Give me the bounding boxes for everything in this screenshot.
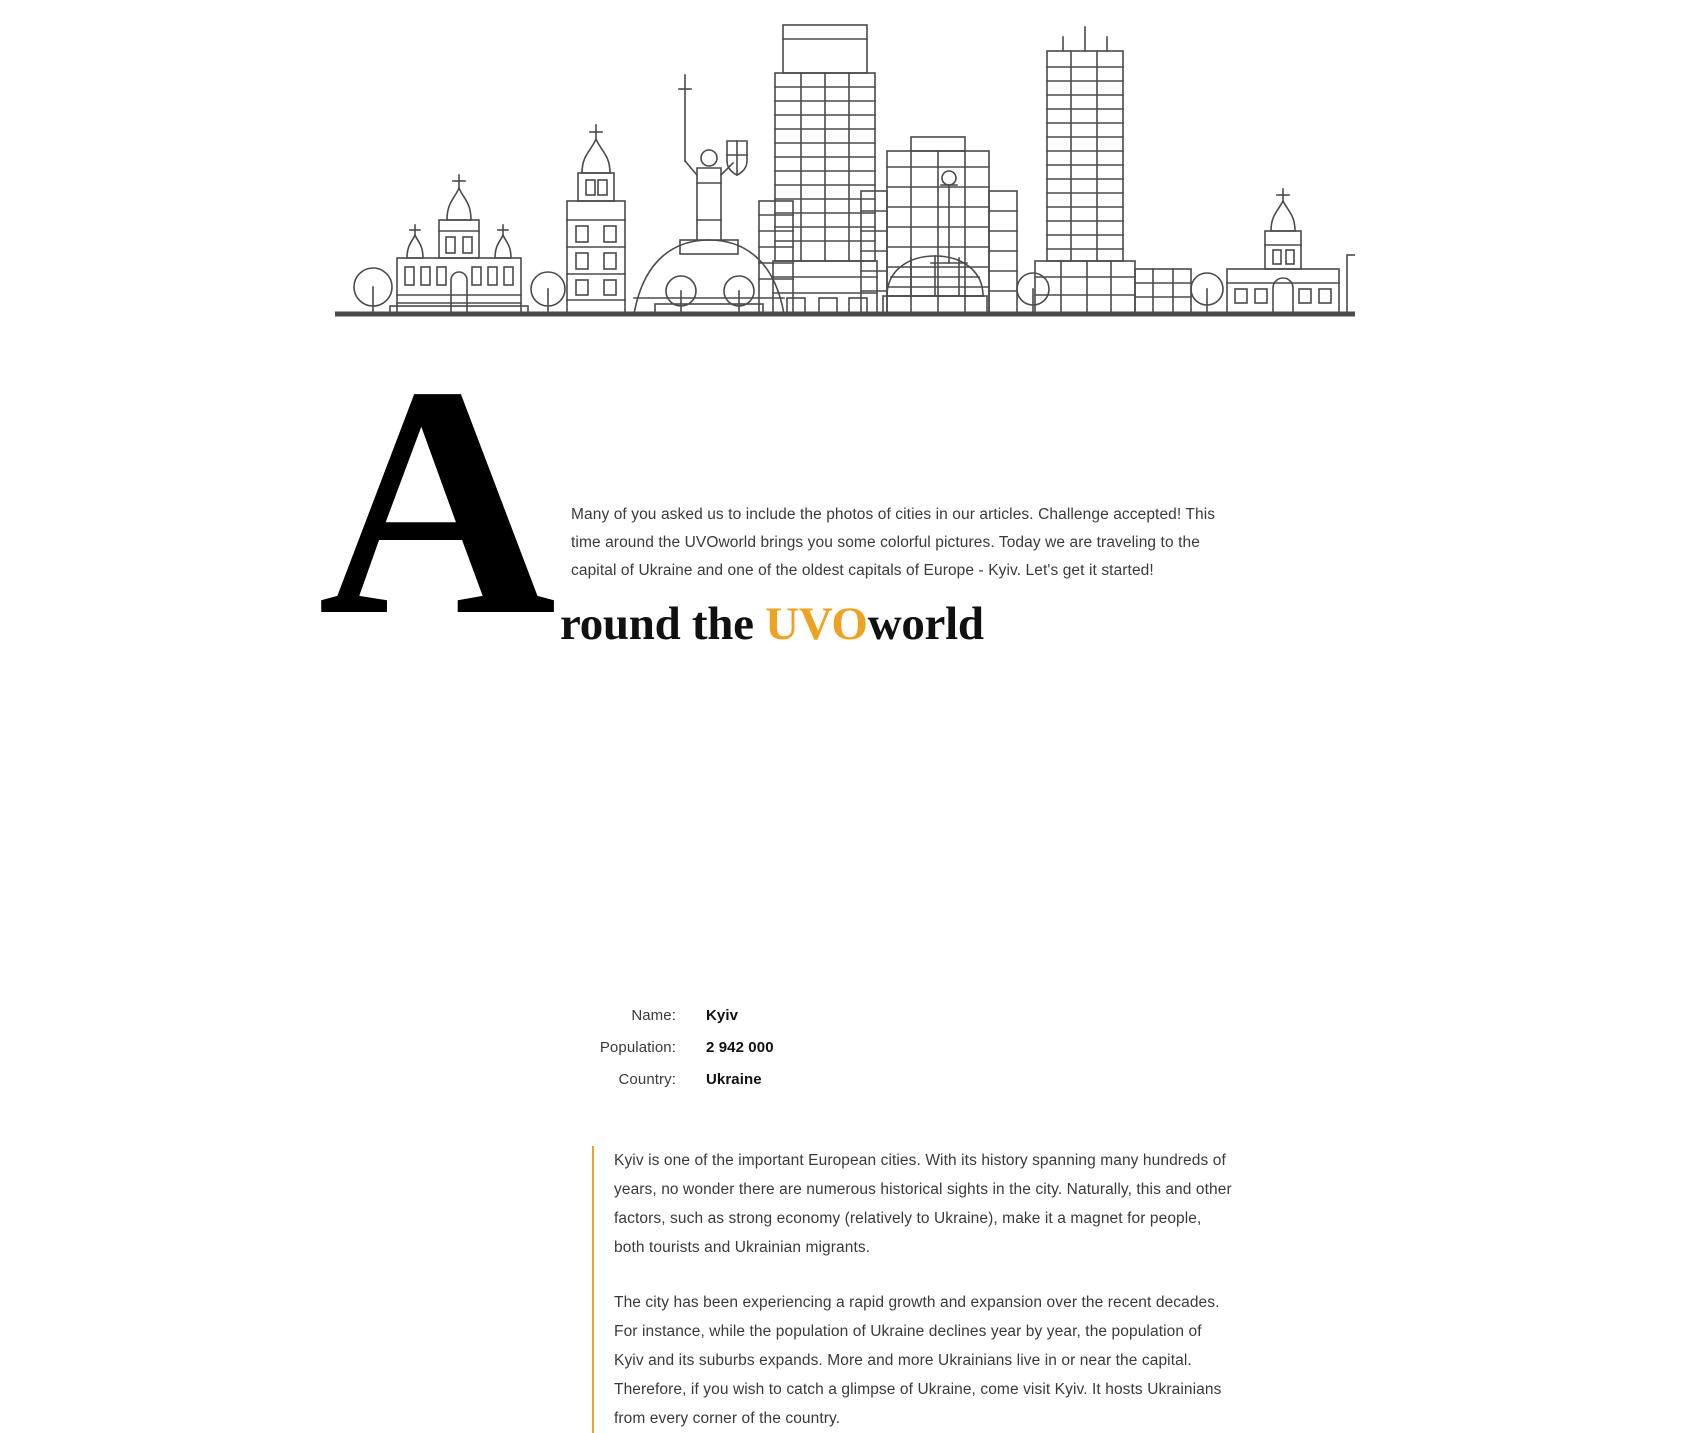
headline-block xyxy=(0,319,1689,684)
intro-paragraph: Many of you asked us to include the photos of cities in our articles. Challenge accepted! This time around the UVOworld brings you some colorful pictures. Today we are traveling to the capital of Ukraine and one of the oldest capitals of Europe - Kyiv. Let's get it started! xyxy=(571,505,1216,579)
fact-label-population: Population: xyxy=(599,1039,676,1056)
facts-table xyxy=(571,1000,774,1096)
article-quote-block xyxy=(592,1146,1232,1433)
table-row xyxy=(571,1032,774,1064)
kyiv-skyline-icon xyxy=(335,15,1355,330)
article-body xyxy=(0,319,1689,1427)
headline-part-after: world xyxy=(867,598,984,651)
fact-value-population: 2 942 000 xyxy=(706,1039,774,1056)
city-facts xyxy=(0,1000,1689,1096)
table-row xyxy=(571,1000,774,1032)
headline-part-before: round the xyxy=(560,598,766,651)
body-paragraph-1: Kyiv is one of the important European cities. With its history spanning many hundreds of years, no wonder there are numerous historical sights in the city. Naturally, this and other factors, such as strong economy (relatively to Ukraine), make it a magnet for people, both tourists and Ukrainian migrants. xyxy=(614,1152,1232,1256)
fact-value-country: Ukraine xyxy=(706,1071,762,1088)
fact-label-name: Name: xyxy=(631,1007,676,1024)
table-row xyxy=(571,1064,774,1096)
headline-brand-accent: UVO xyxy=(765,598,868,651)
fact-value-name: Kyiv xyxy=(706,1007,739,1024)
skyline-illustration xyxy=(0,0,1689,330)
fact-label-country: Country: xyxy=(618,1071,676,1088)
page-title xyxy=(560,598,984,650)
drop-cap-letter: A xyxy=(318,319,553,684)
body-paragraph-2: The city has been experiencing a rapid growth and expansion over the recent decades. For instance, while the population of Ukraine declines year by year, the population of Kyiv and its suburbs expands. More and more Ukrainians live in or near the capital. Therefore, if you wish to catch a glimpse of Ukraine, come visit Kyiv. It hosts Ukrainians from every corner of the country. xyxy=(614,1294,1222,1427)
